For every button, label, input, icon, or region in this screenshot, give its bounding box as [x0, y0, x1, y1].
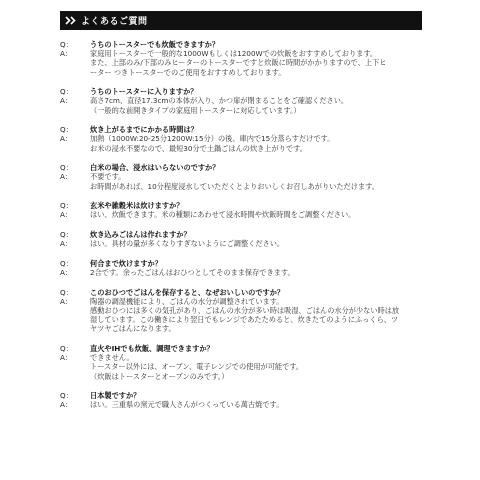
- question-label: Q：: [60, 258, 73, 268]
- question-row: [60, 201, 430, 210]
- answer-line: （一般的な前開きタイプの家庭用トースターに対応しています。）: [90, 105, 301, 115]
- answer-label: A：: [60, 353, 73, 363]
- answer-row: [60, 210, 430, 219]
- faq-list: [60, 40, 430, 420]
- faq-item: [60, 288, 430, 334]
- answer-label: A：: [60, 134, 73, 144]
- question-label: Q：: [60, 230, 73, 239]
- question-row: [60, 259, 430, 268]
- answer-line: 湿しています。この働きにより翌日でもレンジであたためると、炊きたてのようにふっくら、ツ: [90, 315, 399, 325]
- question-row: [60, 288, 430, 297]
- answer-row: [60, 353, 430, 381]
- answer-line: トースター以外には、オーブン、電子レンジでの使用が可能です。: [90, 362, 304, 372]
- answer-label: A：: [60, 400, 73, 410]
- answer-line: 高さ7cm、直径17.3cmの本体が入り、かつ扉が閉まることをご確認ください。: [90, 96, 349, 106]
- question-label: Q：: [60, 391, 73, 401]
- faq-item: [60, 259, 430, 277]
- answer-line: はい。具材の量が多くなりすぎないようにご調整ください。: [90, 239, 285, 249]
- answer-line: ーター つきトースターでのご使用をおすすめしております。: [90, 67, 286, 77]
- question-row: [60, 163, 430, 172]
- question-label: Q：: [60, 40, 73, 49]
- answer-row: [60, 239, 430, 248]
- answer-line: 加熱（1000W:20-25分1200W:15分）の後、庫内で15分蒸らすだけです。: [90, 134, 335, 144]
- question-text: 直火やIHでも炊飯、調理できますか？: [90, 344, 214, 353]
- faq-item: [60, 87, 430, 115]
- answer-row: [60, 400, 430, 409]
- answer-line: お米の浸水不要なので、最短30分で土鍋ごはんの炊き上がりです。: [90, 143, 307, 153]
- faq-item: [60, 40, 430, 77]
- answer-row: [60, 49, 430, 77]
- answer-row: [60, 268, 430, 277]
- question-label: Q：: [60, 287, 73, 297]
- answer-row: [60, 96, 430, 114]
- answer-row: [60, 134, 430, 152]
- faq-item: [60, 344, 430, 381]
- faq-item: [60, 163, 430, 191]
- double-chevron-icon: [63, 11, 79, 30]
- question-row: [60, 125, 430, 134]
- question-label: Q：: [60, 201, 73, 211]
- answer-label: A：: [60, 96, 73, 106]
- question-row: [60, 40, 430, 49]
- page-title: よくあるご質問: [81, 17, 148, 27]
- question-label: Q：: [60, 344, 73, 353]
- question-text: うちのトースターに入りますか？: [90, 87, 198, 97]
- question-text: うちのトースターでも炊飯できますか？: [90, 40, 220, 49]
- answer-label: A：: [60, 239, 73, 249]
- answer-row: [60, 172, 430, 190]
- answer-line: はい、炊飯できます。米の種類にあわせて浸水時間や炊飯時間をご調整ください。: [90, 210, 356, 220]
- question-text: 炊き上がるまでにかかる時間は？: [90, 125, 198, 135]
- question-text: 玄米や雑穀米は炊けますか？: [90, 201, 184, 211]
- question-row: [60, 391, 430, 400]
- answer-line: （炊飯はトースターとオーブンのみです。）: [90, 371, 229, 381]
- question-text: 日本製ですか？: [90, 391, 141, 401]
- faq-header-bar: [60, 11, 422, 30]
- answer-label: A：: [60, 296, 73, 306]
- question-row: [60, 344, 430, 353]
- question-row: [60, 87, 430, 96]
- answer-label: A：: [60, 49, 73, 59]
- faq-item: [60, 230, 430, 248]
- question-label: Q：: [60, 87, 73, 97]
- question-text: このおひつでごはんを保存すると、なぜおいしいのですか？: [90, 287, 285, 297]
- question-label: Q：: [60, 163, 73, 173]
- answer-line: ヤツヤごはんになります。: [90, 324, 176, 334]
- question-text: 白米の場合、浸水はいらないのですか？: [90, 163, 220, 173]
- answer-line: また、上部のみ/下部のみヒーターのトースターですと炊飯に時間がかかりますので、上下ヒ: [90, 58, 387, 68]
- answer-line: 不要です。: [90, 172, 126, 182]
- faq-item: [60, 201, 430, 219]
- question-text: 何合まで炊けますか？: [90, 258, 162, 268]
- answer-row: [60, 297, 430, 334]
- faq-item: [60, 125, 430, 153]
- answer-label: A：: [60, 172, 73, 182]
- question-row: [60, 230, 430, 239]
- answer-line: 2合です。余ったごはんはおひつとしてそのまま保存できます。: [90, 268, 295, 277]
- answer-label: A：: [60, 210, 73, 220]
- question-label: Q：: [60, 125, 73, 135]
- answer-line: できません。: [90, 353, 134, 363]
- answer-label: A：: [60, 268, 73, 277]
- answer-line: 陶器の調湿機能により、ごはんの水分が調整されています。: [90, 296, 284, 306]
- answer-line: 家庭用トースターで一般的な1000Wもしくは1200Wでの炊飯をおすすめしております。: [90, 49, 378, 59]
- faq-item: [60, 391, 430, 409]
- question-text: 炊き込みごはんは作れますか？: [90, 230, 191, 239]
- answer-line: お時間があれば、10分程度浸水していただくとよりおいしくお召しあがりいただけます。: [90, 181, 379, 191]
- answer-line: はい。三重県の窯元で職人さんがつくっている萬古焼です。: [90, 400, 284, 410]
- answer-line: 感動おひつには多くの気孔があり、ごはんの水分が多い時は吸湿、ごはんの水分が少ない時は放: [90, 306, 400, 315]
